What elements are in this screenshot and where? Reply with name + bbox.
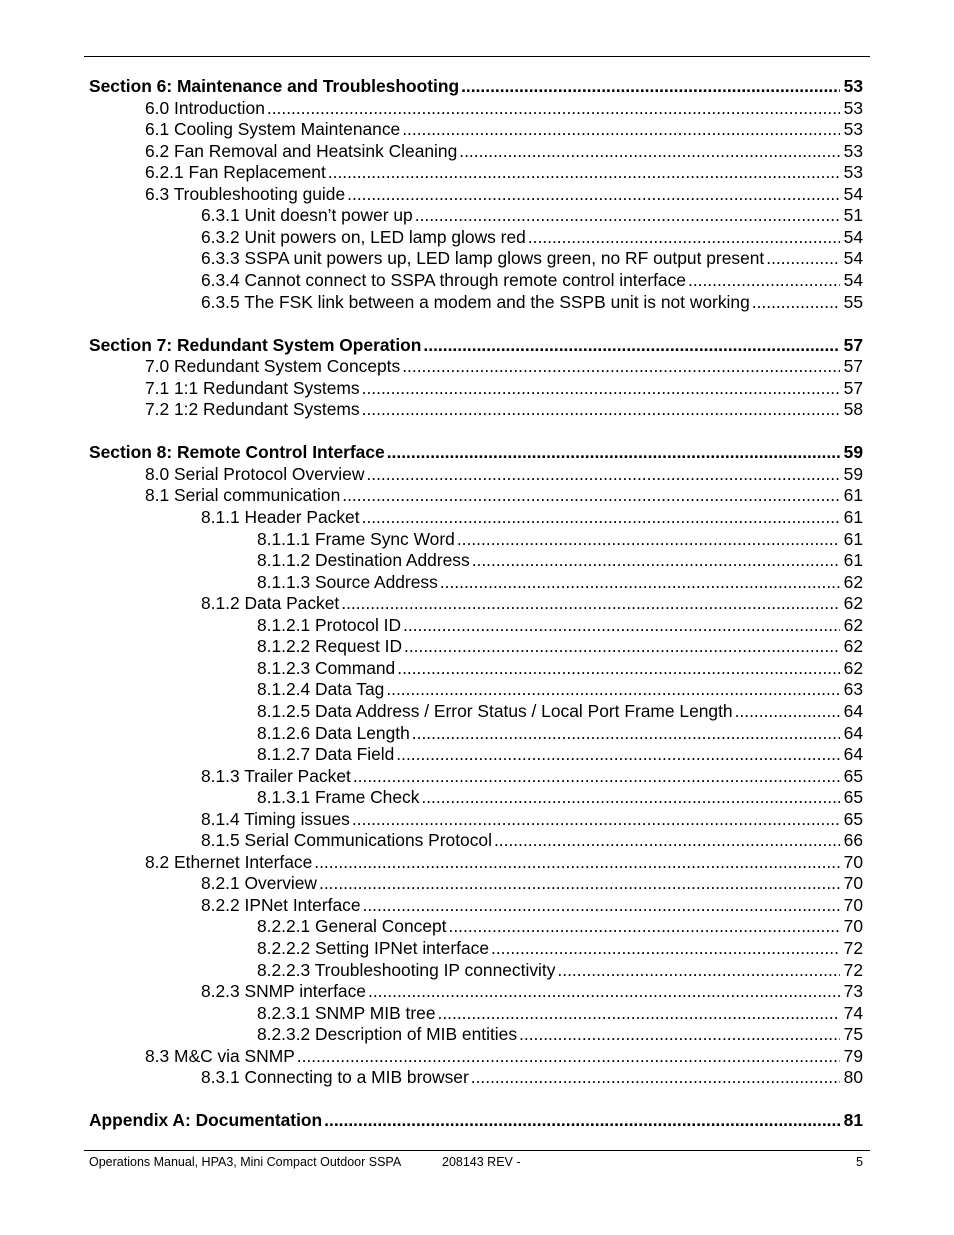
toc-dot-leader — [402, 355, 839, 377]
toc-dot-leader — [387, 441, 840, 463]
toc-entry-title: 8.1.3.1 Frame Check — [257, 787, 420, 808]
toc-dot-leader — [735, 700, 840, 722]
toc-entry-title: 8.3.1 Connecting to a MIB browser — [201, 1067, 469, 1088]
toc-dot-leader — [397, 657, 839, 679]
toc-entry-title: 8.0 Serial Protocol Overview — [145, 463, 365, 484]
toc-dot-leader — [342, 484, 839, 506]
toc-dot-leader — [519, 1023, 840, 1045]
toc-entry-page: 70 — [843, 873, 863, 894]
toc-entry[interactable] — [257, 678, 863, 700]
toc-dot-leader — [352, 808, 840, 830]
toc-entry-page: 59 — [843, 463, 863, 484]
header-rule — [84, 56, 870, 57]
toc-entry-title: 6.3.5 The FSK link between a modem and the SSPB unit is not working — [201, 291, 750, 312]
toc-entry-title: 8.1.5 Serial Communications Protocol — [201, 830, 492, 851]
toc-section-entry[interactable] — [89, 75, 863, 97]
toc-dot-leader — [459, 140, 839, 162]
toc-entry-page: 61 — [843, 528, 863, 549]
toc-dot-leader — [368, 980, 840, 1002]
toc-entry[interactable] — [201, 247, 863, 269]
toc-entry-page: 57 — [843, 334, 863, 355]
footer-rule — [84, 1150, 870, 1151]
toc-entry[interactable] — [145, 140, 863, 162]
toc-entry[interactable] — [201, 980, 863, 1002]
toc-dot-leader — [363, 894, 840, 916]
toc-dot-leader — [471, 1066, 840, 1088]
toc-entry[interactable] — [257, 635, 863, 657]
toc-entry-page: 64 — [843, 722, 863, 743]
toc-entry-page: 61 — [843, 485, 863, 506]
toc-entry[interactable] — [201, 765, 863, 787]
toc-entry-page: 64 — [843, 744, 863, 765]
toc-dot-leader — [347, 183, 840, 205]
toc-entry-title: 6.3.3 SSPA unit powers up, LED lamp glows green, no RF output present — [201, 248, 765, 269]
toc-entry-page: 66 — [843, 830, 863, 851]
toc-entry-title: 6.3 Troubleshooting guide — [145, 183, 346, 204]
toc-entry-page: 62 — [843, 657, 863, 678]
toc-entry-page: 53 — [843, 97, 863, 118]
toc-entry-title: 8.2.2.2 Setting IPNet interface — [257, 938, 490, 958]
toc-entry[interactable] — [145, 161, 863, 183]
toc-entry-title: Section 8: Remote Control Interface — [89, 442, 385, 463]
toc-entry[interactable] — [201, 204, 863, 226]
toc-entry[interactable] — [257, 528, 863, 550]
toc-entry-title: 8.1.2 Data Packet — [201, 593, 340, 614]
toc-section-entry[interactable] — [89, 334, 863, 356]
toc-dot-leader — [353, 765, 840, 787]
toc-dot-leader — [396, 743, 839, 765]
toc-dot-leader — [362, 506, 840, 528]
toc-dot-leader — [267, 97, 840, 119]
toc-entry[interactable] — [201, 226, 863, 248]
toc-entry[interactable] — [257, 549, 863, 571]
toc-entry[interactable] — [201, 592, 863, 614]
toc-entry[interactable] — [257, 1002, 863, 1024]
toc-entry-page: 54 — [843, 226, 863, 247]
toc-dot-leader — [324, 1109, 839, 1131]
toc-entry[interactable] — [145, 377, 863, 399]
toc-dot-leader — [421, 786, 839, 808]
toc-dot-leader — [766, 247, 839, 269]
toc-dot-leader — [328, 161, 840, 183]
toc-entry-title: 8.2.3 SNMP interface — [201, 981, 366, 1002]
toc-dot-leader — [557, 959, 839, 981]
toc-dot-leader — [412, 722, 840, 744]
toc-entry[interactable] — [257, 1023, 863, 1045]
toc-entry[interactable] — [257, 915, 863, 937]
toc-entry-title: 8.1.2.5 Data Address / Error Status / Local Port Frame Length — [257, 700, 733, 721]
toc-entry[interactable] — [201, 829, 863, 851]
toc-entry-title: 8.1.2.4 Data Tag — [257, 679, 385, 700]
toc-entry[interactable] — [201, 269, 863, 291]
toc-dot-leader — [319, 872, 840, 894]
toc-entry[interactable] — [257, 743, 863, 765]
toc-entry-page: 53 — [843, 76, 863, 96]
toc-dot-leader — [341, 592, 839, 614]
toc-dot-leader — [362, 398, 840, 420]
toc-dot-leader — [528, 226, 840, 248]
toc-dot-leader — [362, 377, 840, 399]
toc-entry[interactable] — [145, 398, 863, 420]
toc-entry[interactable] — [145, 463, 863, 485]
toc-dot-leader — [297, 1045, 840, 1067]
toc-dot-leader — [688, 269, 840, 291]
toc-entry-title: 8.1.2.2 Request ID — [257, 636, 403, 657]
toc-dot-leader — [440, 571, 840, 593]
toc-entry-page: 61 — [843, 550, 863, 571]
footer-revision: 208143 REV - — [442, 1155, 521, 1169]
toc-entry[interactable] — [145, 183, 863, 205]
toc-entry-title: 8.2.1 Overview — [201, 873, 317, 894]
toc-dot-leader — [449, 915, 840, 937]
toc-entry-title: 8.1.2.1 Protocol ID — [257, 614, 402, 635]
toc-dot-leader — [314, 851, 839, 873]
toc-entry-title: 8.1.2.6 Data Length — [257, 722, 410, 743]
toc-entry-title: 7.0 Redundant System Concepts — [145, 356, 401, 377]
toc-entry-title: 8.1.2.7 Data Field — [257, 744, 395, 765]
toc-entry[interactable] — [257, 614, 863, 636]
toc-entry-title: 6.3.4 Cannot connect to SSPA through remote control interface — [201, 269, 686, 290]
toc-entry-title: 8.3 M&C via SNMP — [145, 1045, 295, 1066]
toc-entry-title: 8.2 Ethernet Interface — [145, 851, 313, 872]
toc-entry-page: 72 — [843, 959, 863, 980]
toc-entry[interactable] — [145, 1045, 863, 1067]
toc-dot-leader — [472, 549, 840, 571]
toc-dot-leader — [457, 528, 840, 550]
toc-dot-leader — [423, 334, 839, 356]
toc-entry-page: 70 — [843, 916, 863, 937]
toc-entry-page: 53 — [843, 140, 863, 161]
toc-entry-title: 8.1.1.2 Destination Address — [257, 550, 470, 571]
toc-entry-title: 8.1.4 Timing issues — [201, 808, 350, 829]
toc-entry[interactable] — [145, 851, 863, 873]
toc-entry-page: 62 — [843, 593, 863, 614]
toc-entry-page: 73 — [843, 981, 863, 1002]
toc-entry-title: 8.1.1.1 Frame Sync Word — [257, 528, 455, 549]
toc-entry-title: 6.3.2 Unit powers on, LED lamp glows red — [201, 226, 526, 247]
toc-entry-title: Section 7: Redundant System Operation — [89, 334, 422, 355]
toc-entry[interactable] — [257, 937, 863, 959]
toc-entry-page: 54 — [843, 248, 863, 269]
toc-entry[interactable] — [201, 872, 863, 894]
toc-entry[interactable] — [201, 506, 863, 528]
toc-dot-leader — [438, 1002, 840, 1024]
toc-entry-page: 63 — [843, 679, 863, 700]
toc-dot-leader — [752, 291, 840, 313]
toc-entry[interactable] — [257, 722, 863, 744]
toc-entry[interactable] — [145, 355, 863, 377]
toc-entry-title: 6.1 Cooling System Maintenance — [145, 119, 401, 140]
toc-entry-page: 70 — [843, 851, 863, 872]
toc-entry-title: Appendix A: Documentation — [89, 1110, 323, 1131]
toc-entry-page: 70 — [843, 894, 863, 915]
toc-dot-leader — [402, 118, 839, 140]
toc-entry-title: 8.2.3.2 Description of MIB entities — [257, 1024, 518, 1045]
toc-entry[interactable] — [257, 959, 863, 981]
toc-entry[interactable] — [201, 894, 863, 916]
toc-dot-leader — [403, 614, 840, 636]
toc-entry-title: 8.2.2.1 General Concept — [257, 916, 447, 937]
toc-entry-page: 65 — [843, 765, 863, 786]
toc-entry-page: 74 — [843, 1002, 863, 1023]
toc-entry-title: 7.1 1:1 Redundant Systems — [145, 377, 360, 398]
toc-entry-title: 8.1.1.3 Source Address — [257, 571, 438, 592]
toc-entry-title: 6.0 Introduction — [145, 97, 265, 118]
toc-entry-page: 62 — [843, 614, 863, 635]
toc-dot-leader — [366, 463, 839, 485]
toc-entry-title: 7.2 1:2 Redundant Systems — [145, 399, 360, 420]
toc-entry-page: 58 — [843, 399, 863, 420]
toc-entry-page: 80 — [843, 1067, 863, 1088]
toc-entry[interactable] — [145, 97, 863, 119]
toc-entry-page: 62 — [843, 636, 863, 657]
toc-dot-leader — [415, 204, 840, 226]
footer-document-title: Operations Manual, HPA3, Mini Compact Outdoor SSPA — [89, 1155, 402, 1169]
toc-entry-page: 64 — [843, 700, 863, 721]
toc-entry-page: 61 — [843, 507, 863, 527]
toc-entry-title: 6.3.1 Unit doesn’t power up — [201, 205, 413, 226]
toc-entry[interactable] — [145, 484, 863, 506]
footer-page-number: 5 — [856, 1155, 863, 1169]
toc-entry[interactable] — [145, 118, 863, 140]
toc-entry-title: 8.2.3.1 SNMP MIB tree — [257, 1002, 436, 1023]
toc-entry-page: 75 — [843, 1024, 863, 1045]
toc-entry-page: 79 — [843, 1045, 863, 1066]
toc-dot-leader — [386, 678, 839, 700]
toc-entry-page: 57 — [843, 377, 863, 398]
toc-dot-leader — [404, 635, 840, 657]
toc-entry-page: 51 — [843, 205, 863, 226]
toc-entry-page: 55 — [843, 291, 863, 312]
toc-entry-page: 57 — [843, 356, 863, 377]
toc-entry-page: 65 — [843, 808, 863, 829]
toc-entry-title: 8.1.2.3 Command — [257, 657, 396, 678]
toc-entry-page: 53 — [843, 162, 863, 183]
toc-entry-page: 59 — [843, 442, 863, 463]
toc-section-entry[interactable] — [89, 1109, 863, 1131]
toc-entry-title: Section 6: Maintenance and Troubleshooting — [89, 76, 460, 96]
toc-entry-title: 6.2.1 Fan Replacement — [145, 162, 326, 183]
toc-entry-page: 81 — [843, 1110, 863, 1131]
toc-entry-page: 54 — [843, 183, 863, 204]
toc-dot-leader — [494, 829, 840, 851]
toc-entry-page: 62 — [843, 571, 863, 592]
toc-entry[interactable] — [257, 786, 863, 808]
toc-entry[interactable] — [257, 571, 863, 593]
toc-entry[interactable] — [257, 657, 863, 679]
toc-dot-leader — [461, 75, 840, 97]
toc-entry-title: 6.2 Fan Removal and Heatsink Cleaning — [145, 140, 458, 161]
toc-entry-title: 8.2.2.3 Troubleshooting IP connectivity — [257, 959, 556, 980]
toc-entry[interactable] — [201, 808, 863, 830]
toc-entry-page: 65 — [843, 787, 863, 808]
toc-entry-page: 72 — [843, 938, 863, 958]
toc-entry-title: 8.1.1 Header Packet — [201, 507, 360, 527]
toc-dot-leader — [491, 937, 840, 959]
toc-entry-page: 54 — [843, 269, 863, 290]
toc-entry[interactable] — [201, 291, 863, 313]
toc-entry[interactable] — [257, 700, 863, 722]
toc-section-entry[interactable] — [89, 441, 863, 463]
toc-entry-page: 53 — [843, 119, 863, 140]
toc-entry-title: 8.1 Serial communication — [145, 485, 341, 506]
toc-entry[interactable] — [201, 1066, 863, 1088]
toc-entry-title: 8.1.3 Trailer Packet — [201, 765, 351, 786]
toc-entry-title: 8.2.2 IPNet Interface — [201, 894, 361, 915]
